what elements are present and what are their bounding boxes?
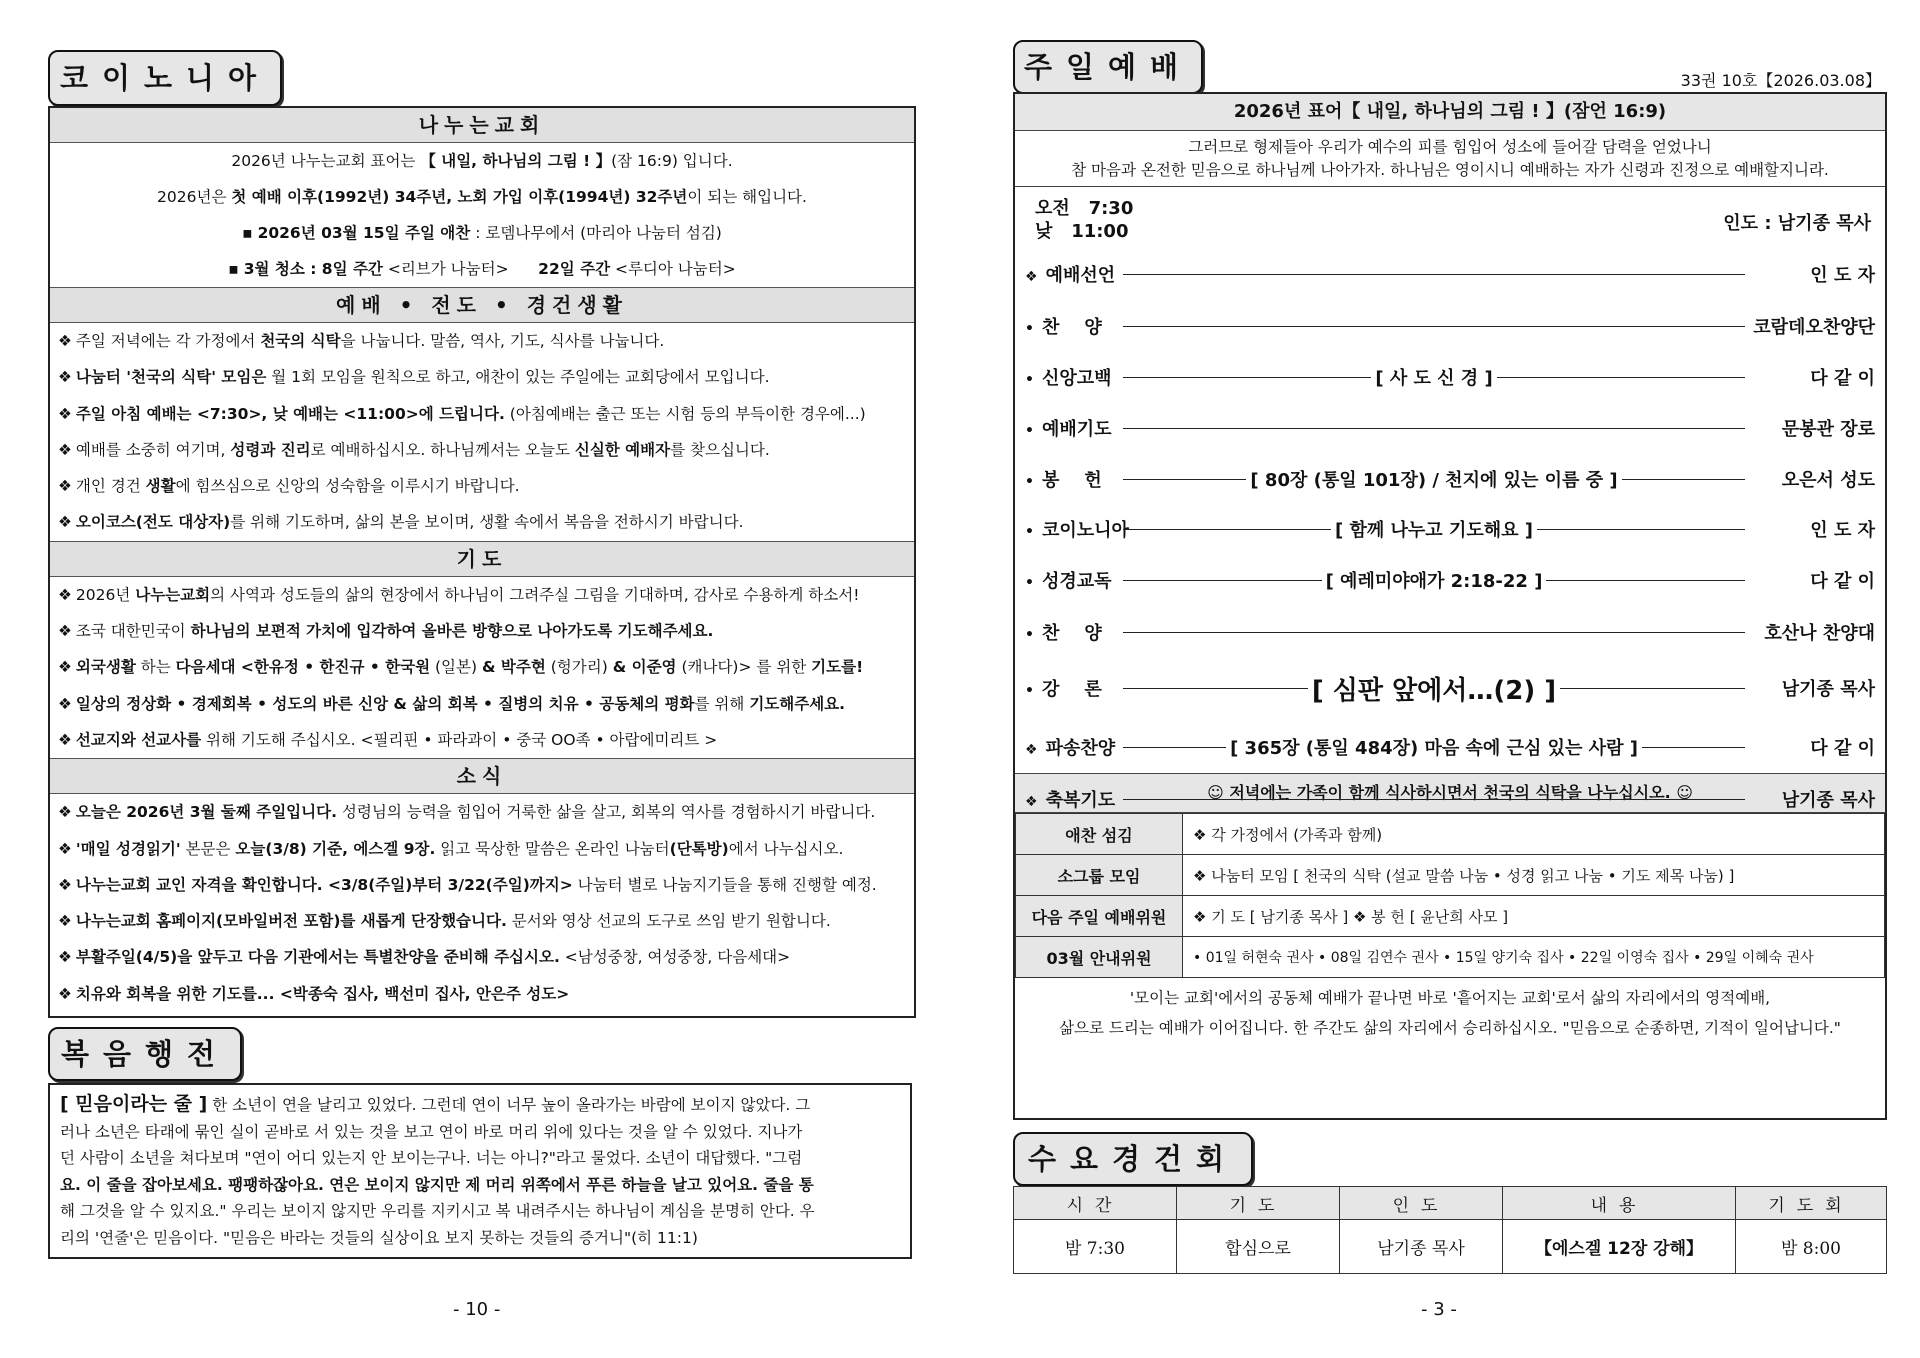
order-row <box>1025 311 1875 341</box>
order-row <box>1025 362 1875 392</box>
list-item: ❖ 예배를 소중히 여기며, 성령과 진리로 예배하십시오. 하나님께서는 오늘도 신실한 예배자를 찾으십니다. <box>58 440 770 459</box>
koinonia-box <box>48 106 916 1018</box>
list-item: ❖ 주일 저녁에는 각 가정에서 천국의 식탁을 나눕니다. 말씀, 역사, 기도, 식사를 나눕니다. <box>58 332 665 350</box>
order-label <box>1025 415 1123 441</box>
list-item: ❖ 외국생활 하는 다음세대 <한유정 • 한진규 • 한국원 (일본) & 박주현 (헝가리) & 이준영 (캐나다)> 를 위한 기도를! <box>58 658 864 677</box>
closing-line: '모이는 교회'에서의 공동체 예배가 끝나면 바로 '흩어지는 교회'로서 삶의 자리에서의 영적예배, <box>1129 989 1771 1007</box>
order-row <box>1025 673 1875 706</box>
order-label-text: 코이노니아 <box>1041 520 1129 541</box>
agape-line: ▪ 2026년 03월 15일 주일 애찬 : 로뎀나무에서 (마리아 나눔터 섬김) <box>242 224 722 242</box>
order-label <box>1025 364 1123 390</box>
gospel-line: 리의 '연줄'은 믿음이다. "믿음은 바라는 것들의 실상이요 보지 못하는 것들의 증거니"(히 11:1) <box>60 1228 698 1247</box>
list-item: ❖ 오이코스(전도 대상자)를 위해 기도하며, 삶의 본을 보이며, 생활 속에서 복음을 전하시기 바랍니다. <box>58 513 744 532</box>
order-label-text: 봉 헌 <box>1041 470 1102 491</box>
order-person: 인 도 자 <box>1810 520 1875 541</box>
sunday-worship-tab-title: 주일예배 <box>1013 40 1203 94</box>
order-label-text: 신앙고백 <box>1041 368 1112 389</box>
closing-line: 삶으로 드리는 예배가 이어집니다. 한 주간도 삶의 자리에서 승리하십시오. "믿음으로 순종하면, 기적이 일어납니다." <box>1059 1019 1841 1037</box>
order-person: 다 같 이 <box>1810 368 1875 389</box>
cleaning-line: ▪ 3월 청소 : 8일 주간 <리브가 나눔터> 22일 주간 <루디아 나눔터> <box>228 260 736 278</box>
order-detail: [ 함께 나누고 기도해요 ] <box>1335 520 1534 541</box>
motto-banner: 2026년 표어【 내일, 하나님의 그림 ! 】(잠언 16:9) <box>1015 94 1885 131</box>
order-mark: • <box>1025 683 1034 699</box>
order-label <box>1025 466 1123 492</box>
order-person: 남기종 목사 <box>1781 790 1875 811</box>
list-item: ❖ 일상의 정상화 • 경제회복 • 성도의 바른 신앙 & 삶의 회복 • 질병의 치유 • 공동체의 평화를 위해 기도해주세요. <box>58 694 846 713</box>
anniversary-line: 2026년은 첫 예배 이후(1992년) 34주년, 노회 가입 이후(1994년) 32주년이 되는 해입니다. <box>157 188 807 206</box>
list-item: ❖ 주일 아침 예배는 <7:30>, 낮 예배는 <11:00>에 드립니다. (아침예배는 출근 또는 시험 등의 부득이한 경우에...) <box>58 404 866 423</box>
verse-line: 그러므로 형제들아 우리가 예수의 피를 힘입어 성소에 들어갈 담력을 얻었나니 <box>1188 138 1712 156</box>
list-item: ❖ 조국 대한민국이 하나님의 보편적 가치에 입각하여 올바른 방향으로 나아가도록 기도해주세요. <box>58 622 714 641</box>
table-row: 소그룹 모임 ❖ 나눔터 모임 [ 천국의 식탁 (설교 말씀 나눔 • 성경 읽고 나눔 • 기도 제목 나눔) ] <box>1016 855 1885 896</box>
order-mark: • <box>1025 524 1034 540</box>
sunday-box <box>1013 92 1887 1120</box>
page-number-left: - 10 - <box>453 1299 501 1320</box>
info-table <box>1015 813 1885 978</box>
wednesday-table <box>1013 1186 1887 1274</box>
order-label-text: 파송찬양 <box>1045 738 1116 759</box>
order-label <box>1025 313 1123 339</box>
prayer-header: 기도 <box>50 541 914 577</box>
order-label <box>1025 261 1123 287</box>
order-mark: • <box>1025 474 1034 490</box>
order-person: 호산나 찬양대 <box>1764 623 1875 644</box>
order-row <box>1025 413 1875 443</box>
service-leader: 인도 : 남기종 목사 <box>1723 213 1871 234</box>
order-person: 남기종 목사 <box>1781 679 1875 700</box>
order-label-text: 찬 양 <box>1041 623 1102 644</box>
order-label-text: 축복기도 <box>1045 790 1116 811</box>
list-item: ❖ 부활주일(4/5)을 앞두고 다음 기관에서는 특별찬양을 준비해 주십시오. <남성중창, 여성중창, 다음세대> <box>58 948 791 967</box>
right-page <box>1013 0 1887 1358</box>
church-header: 나누는교회 <box>50 108 914 143</box>
verse-line: 참 마음과 온전한 믿음으로 하나님께 나아가자. 하나님은 영이시니 예배하는 자가 신령과 진정으로 예배할지니라. <box>1071 161 1829 179</box>
order-detail: [ 80장 (통일 101장) / 천지에 있는 이름 중 ] <box>1250 470 1618 491</box>
order-person: 다 같 이 <box>1810 738 1875 759</box>
order-mark: • <box>1025 372 1034 388</box>
gospel-line: 해 그것을 알 수 있지요." 우리는 보이지 않지만 우리를 지키시고 복 내려주시는 하나님이 계심을 분명히 안다. 우 <box>60 1202 815 1220</box>
order-label-text: 찬 양 <box>1041 317 1102 338</box>
order-label-text: 강 론 <box>1041 679 1102 700</box>
table-row: 밤 7:30 합심으로 남기종 목사 【에스겔 12장 강해】 밤 8:00 <box>1014 1220 1887 1274</box>
evening-note: ☺ 저녁에는 가족이 함께 식사하시면서 천국의 식탁을 나누십시오. ☺ <box>1015 773 1885 813</box>
list-item: ❖ 오늘은 2026년 3월 둘째 주일입니다. 성령님의 능력을 힘입어 거룩한 삶을 살고, 회복의 역사를 경험하시기 바랍니다. <box>58 803 876 822</box>
wednesday-tab-title: 수요경건회 <box>1013 1132 1253 1186</box>
service-times: 오전 7:30 낮 11:00 <box>1035 198 1134 242</box>
order-row <box>1025 259 1875 289</box>
gospel-heading: [ 믿음이라는 줄 ] <box>60 1093 208 1115</box>
gospel-box <box>48 1083 912 1259</box>
gospel-tab-title: 복음행전 <box>48 1027 242 1081</box>
list-item: ❖ 나누는교회 홈페이지(모바일버전 포함)를 새롭게 단장했습니다. 문서와 영상 선교의 도구로 쓰임 받기 원합니다. <box>58 912 831 931</box>
list-item: ❖ 2026년 나누는교회의 사역과 성도들의 삶의 현장에서 하나님이 그려주실 그림을 기대하며, 감사로 수용하게 하소서! <box>58 585 860 604</box>
gospel-line: 한 소년이 연을 날리고 있었다. 그런데 연이 너무 높이 올라가는 바람에 보이지 않았다. 그 <box>212 1096 811 1114</box>
order-label-text: 성경교독 <box>1041 571 1112 592</box>
order-row <box>1025 464 1875 494</box>
list-item: ❖ 선교지와 선교사를 위해 기도해 주십시오. <필리핀 • 파라과이 • 중국 OO족 • 아랍에미리트 > <box>58 730 718 749</box>
order-label-text: 예배기도 <box>1041 419 1112 440</box>
order-detail: [ 예레미야애가 2:18-22 ] <box>1325 571 1543 592</box>
gospel-line: 던 사람이 소년을 쳐다보며 "연이 어디 있는지 안 보이는구나. 너는 아니?"라고 물었다. 소년이 대답했다. "그럼 <box>60 1149 803 1167</box>
order-detail: [ 심판 앞에서…(2) ] <box>1311 675 1557 706</box>
order-mark: ❖ <box>1025 794 1038 810</box>
order-row <box>1025 617 1875 647</box>
order-person: 인 도 자 <box>1810 265 1875 286</box>
order-mark: • <box>1025 627 1034 643</box>
order-label <box>1025 786 1123 812</box>
order-label <box>1025 619 1123 645</box>
left-page <box>48 0 916 1358</box>
gospel-line: 요. 이 줄을 잡아보세요. 팽팽하잖아요. 연은 보이지 않지만 제 머리 위쪽에서 푸른 하늘을 날고 있어요. 줄을 통 <box>60 1175 814 1194</box>
order-label <box>1025 567 1123 593</box>
motto-line: 2026년 나누는교회 표어는 【 내일, 하나님의 그림 ! 】(잠 16:9) 입니다. <box>231 152 733 170</box>
table-row: 애찬 섬김 ❖ 각 가정에서 (가족과 함께) <box>1016 814 1885 855</box>
order-row <box>1025 784 1875 814</box>
order-person: 오은서 성도 <box>1781 470 1875 491</box>
page-number-right: - 3 - <box>1421 1299 1457 1320</box>
order-label <box>1025 734 1123 760</box>
order-mark: • <box>1025 423 1034 439</box>
volume-info: 33권 10호【2026.03.08】 <box>1680 71 1881 90</box>
order-row <box>1025 732 1875 762</box>
order-person: 문봉관 장로 <box>1781 419 1875 440</box>
order-mark: ❖ <box>1025 269 1038 285</box>
order-row <box>1025 565 1875 595</box>
order-label-text: 예배선언 <box>1045 265 1116 286</box>
news-header: 소식 <box>50 758 914 794</box>
order-row <box>1025 514 1875 544</box>
table-header-row: 시간 기도 인도 내용 기도회 <box>1014 1187 1887 1220</box>
koinonia-tab-title: 코이노니아 <box>48 50 282 106</box>
table-row: 03월 안내위원 • 01일 허현숙 권사 • 08일 김연수 권사 • 15일 양기숙 집사 • 22일 이영숙 집사 • 29일 이혜숙 권사 <box>1016 937 1885 978</box>
order-detail: [ 사 도 신 경 ] <box>1375 368 1493 389</box>
order-mark: • <box>1025 321 1034 337</box>
order-person: 코람데오찬양단 <box>1753 317 1875 338</box>
order-label <box>1025 516 1129 542</box>
order-label <box>1025 675 1123 701</box>
list-item: ❖ 치유와 회복을 위한 기도를... <박종숙 집사, 백선미 집사, 안은주 성도> <box>58 984 570 1003</box>
table-row: 다음 주일 예배위원 ❖ 기 도 [ 남기종 목사 ] ❖ 봉 헌 [ 윤난희 사모 ] <box>1016 896 1885 937</box>
list-item: ❖ 나누는교회 교인 자격을 확인합니다. <3/8(주일)부터 3/22(주일)까지> 나눔터 별로 나눔지기들을 통해 진행할 예정. <box>58 875 877 894</box>
gospel-line: 러나 소년은 타래에 묶인 실이 곧바로 서 있는 것을 보고 연이 바로 머리 위에 있다는 것을 알 수 있었다. 지나가 <box>60 1122 803 1141</box>
order-mark: • <box>1025 575 1034 591</box>
order-person: 다 같 이 <box>1810 571 1875 592</box>
list-item: ❖ 개인 경건 생활에 힘쓰심으로 신앙의 성숙함을 이루시기 바랍니다. <box>58 477 520 496</box>
list-item: ❖ '매일 성경읽기' 본문은 오늘(3/8) 기준, 에스겔 9장. 읽고 묵상한 말씀은 온라인 나눔터(단톡방)에서 나누십시오. <box>58 839 844 858</box>
order-detail: [ 365장 (통일 484장) 마음 속에 근심 있는 사람 ] <box>1230 738 1638 759</box>
order-mark: ❖ <box>1025 742 1038 758</box>
list-item: ❖ 나눔터 '천국의 식탁' 모임은 월 1회 모임을 원칙으로 하고, 애찬이 있는 주일에는 교회당에서 모입니다. <box>58 368 770 387</box>
worship-header: 예배 • 전도 • 경건생활 <box>50 287 914 323</box>
